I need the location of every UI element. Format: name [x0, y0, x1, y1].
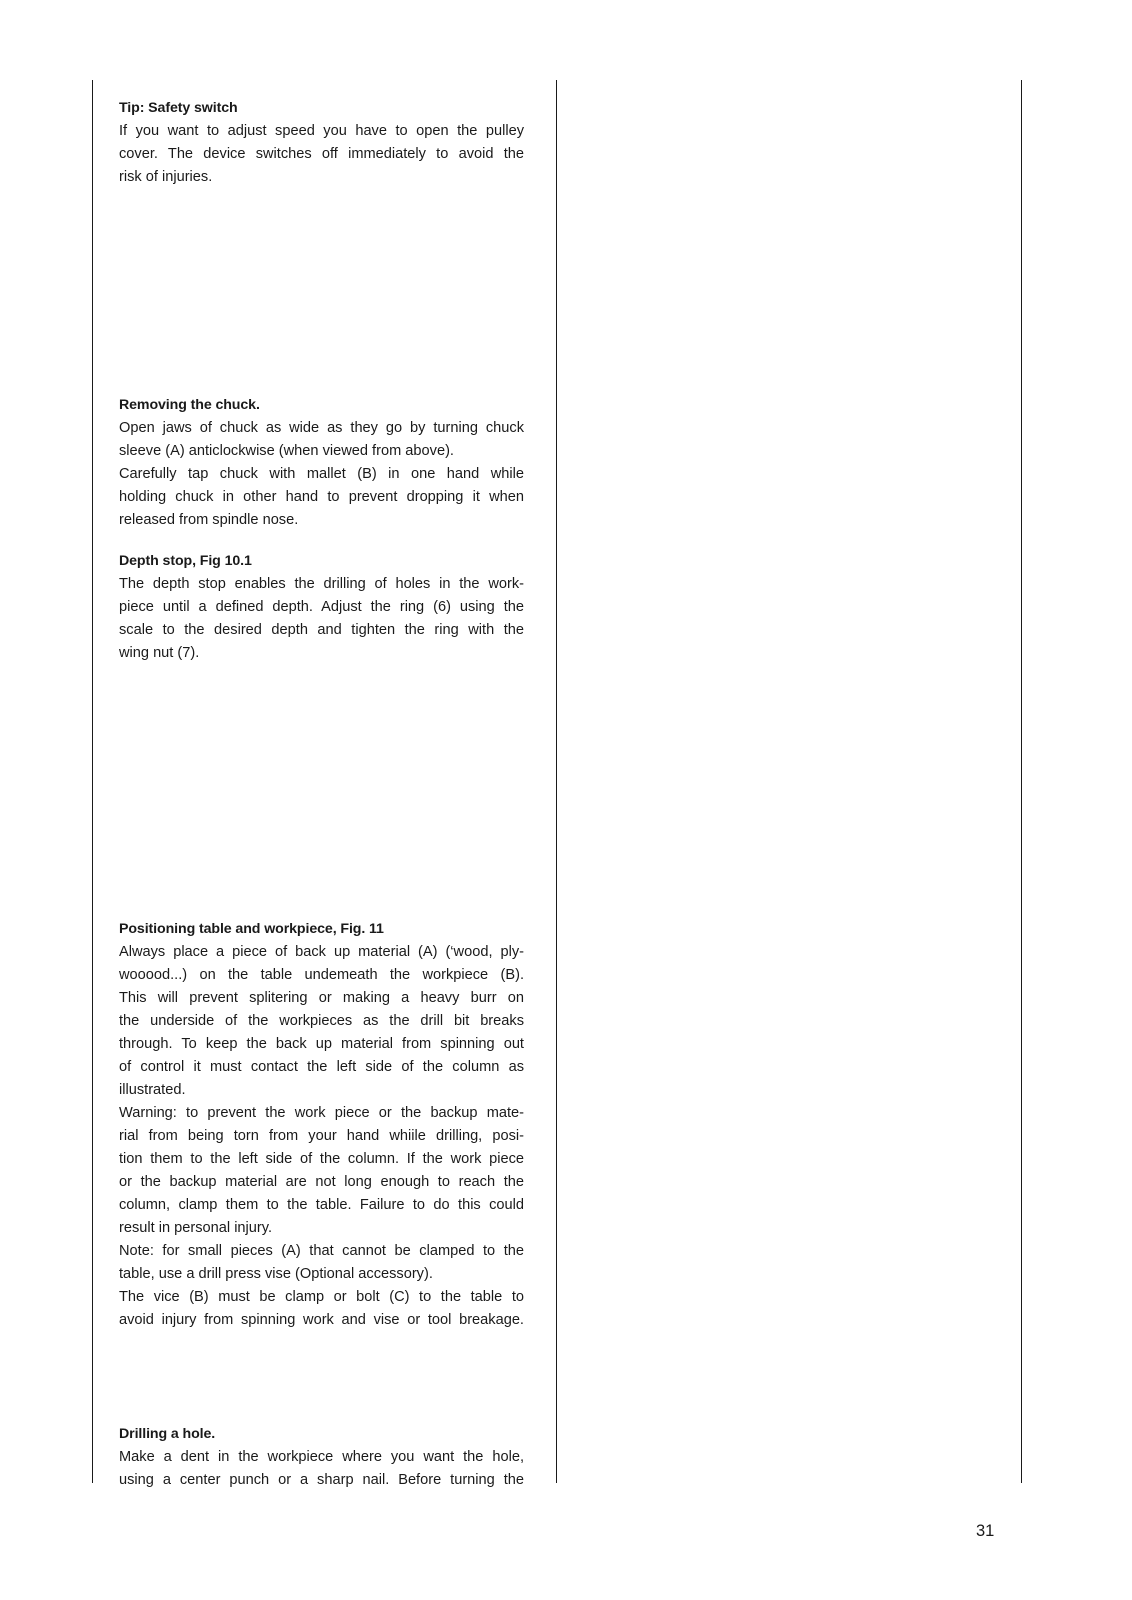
section-heading: Removing the chuck. — [119, 397, 260, 413]
paragraph-line: released from spindle nose. — [119, 512, 299, 528]
paragraph-line: holding chuck in other hand to prevent dropping it when — [119, 489, 524, 505]
paragraph-line: result in personal injury. — [119, 1220, 273, 1236]
column-rule-right — [1021, 80, 1022, 1483]
paragraph-line: table, use a drill press vise (Optional accessory). — [119, 1266, 433, 1282]
paragraph-line: Warning: to prevent the work piece or the backup mate- — [119, 1105, 524, 1121]
section-heading: Tip: Safety switch — [119, 100, 238, 116]
paragraph-line: tion them to the left side of the column. If the work piece — [119, 1151, 524, 1167]
paragraph-line: cover. The device switches off immediately to avoid the — [119, 146, 524, 162]
section-heading: Drilling a hole. — [119, 1426, 216, 1442]
paragraph-line: The depth stop enables the drilling of holes in the work- — [119, 576, 524, 592]
paragraph-line: sleeve (A) anticlockwise (when viewed from above). — [119, 443, 454, 459]
section-heading: Depth stop, Fig 10.1 — [119, 553, 252, 569]
paragraph-line: scale to the desired depth and tighten the ring with the — [119, 622, 524, 638]
paragraph-line: The vice (B) must be clamp or bolt (C) to the table to — [119, 1289, 524, 1305]
paragraph-line: of control it must contact the left side of the column as — [119, 1059, 524, 1075]
paragraph-line: avoid injury from spinning work and vise or tool breakage. — [119, 1312, 524, 1328]
paragraph-line: If you want to adjust speed you have to open the pulley — [119, 123, 524, 139]
paragraph-line: rial from being torn from your hand whiile drilling, posi- — [119, 1128, 524, 1144]
column-rule-middle — [556, 80, 557, 1483]
paragraph-line: or the backup material are not long enough to reach the — [119, 1174, 524, 1190]
section-safety-switch — [119, 97, 524, 189]
column-rule-left — [92, 80, 93, 1483]
paragraph-line: Open jaws of chuck as wide as they go by turning chuck — [119, 420, 524, 436]
paragraph-line: Carefully tap chuck with mallet (B) in one hand while — [119, 466, 524, 482]
paragraph-line: wooood...) on the table undemeath the workpiece (B). — [119, 967, 524, 983]
section-removing-chuck — [119, 394, 524, 532]
paragraph-line: column, clamp them to the table. Failure to do this could — [119, 1197, 524, 1213]
paragraph-line: piece until a defined depth. Adjust the ring (6) using the — [119, 599, 524, 615]
section-depth-stop — [119, 550, 524, 665]
paragraph-line: illustrated. — [119, 1082, 186, 1098]
paragraph-line: Make a dent in the workpiece where you want the hole, — [119, 1449, 524, 1465]
paragraph-line: the underside of the workpieces as the drill bit breaks — [119, 1013, 524, 1029]
paragraph-line: through. To keep the back up material from spinning out — [119, 1036, 524, 1052]
page-number: 31 — [976, 1522, 995, 1540]
paragraph-line: Always place a piece of back up material (A) (‘wood, ply- — [119, 944, 524, 960]
paragraph-line: Note: for small pieces (A) that cannot be clamped to the — [119, 1243, 524, 1259]
paragraph-line: This will prevent splitering or making a heavy burr on — [119, 990, 524, 1006]
section-drilling-hole — [119, 1423, 524, 1492]
paragraph-line: wing nut (7). — [119, 645, 200, 661]
section-positioning-table — [119, 918, 524, 1332]
paragraph-line: using a center punch or a sharp nail. Before turning the — [119, 1472, 524, 1488]
paragraph-line: risk of injuries. — [119, 169, 213, 185]
section-heading: Positioning table and workpiece, Fig. 11 — [119, 921, 384, 937]
